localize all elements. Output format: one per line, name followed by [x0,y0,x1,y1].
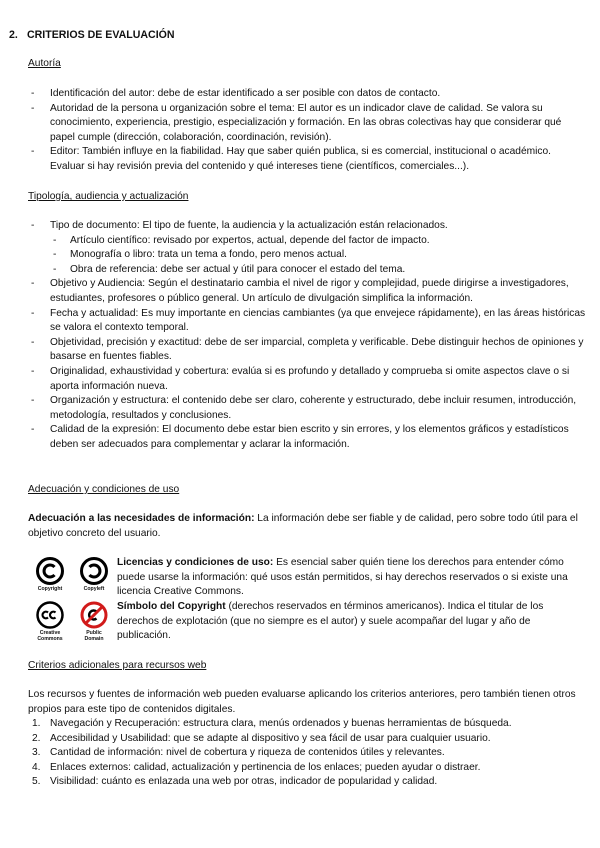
license-icons [30,556,114,644]
section-heading [9,28,175,43]
licencias-text: Es esencial saber quién tiene los derechos para entender cómo puede usarse la información: qué usos están permitidos, si hay derechos reservados o si existe una licencia Creative Commons. [117,557,568,598]
copyright-caption: Copyright [37,586,63,592]
list-item: - Objetivo y Audiencia: Según el destinatario cambia el nivel de rigor y complejidad, puede dirigirse a investigadores, estudiantes, profesores o público general. Un artículo de divulgación simplifica la información. [28,277,588,306]
sublist-item: - Obra de referencia: debe ser actual y útil para conocer el estado del tema. [50,263,588,278]
adecuacion-text: La información debe ser fiable y de calidad, pero sobre todo útil para el objetivo concreto del usuario. [28,513,578,539]
list-item: - Fecha y actualidad: Es muy importante en ciencias cambiantes (ya que envejece rápidamente), en las áreas históricas se valora el contexto temporal. [28,307,588,336]
tipo-documento-text: Tipo de documento: El tipo de fuente, la audiencia y la actualización están relacionados. [50,220,448,231]
list-item: 1. Navegación y Recuperación: estructura clara, menús ordenados y buenas herramientas de búsqueda. [32,718,512,729]
licencias-label: Licencias y condiciones de uso: [117,557,274,568]
section-number: 2. [9,29,18,41]
list-item [28,219,588,277]
list-item: - Editor: También influye en la fiabilidad. Hay que saber quién publica, si es comercial, institucional o académico. Evaluar si hay revisión previa del contenido y qué intereses tiene (científicos, comerciales...). [28,145,588,174]
copyright-paragraph [117,600,587,644]
autoria-title: Autoría [28,58,61,69]
copyright-text: (derechos reservados en términos americanos). Indica el titular de los derechos de explotación (que no siempre es el autor) y suele acompañar del lugar y año de publicación. [117,601,544,642]
creative-commons-icon [30,600,70,644]
section-title: CRITERIOS DE EVALUACIÓN [27,29,175,41]
licencias-paragraph [117,556,587,600]
sublist-item: - Monografía o libro: trata un tema a fondo, pero menos actual. [50,248,588,263]
pd-caption-1: Public [86,630,102,636]
tipologia-title: Tipología, audiencia y actualización [28,191,189,202]
adecuacion-paragraph [28,512,584,541]
autoria-list [28,87,588,175]
public-domain-icon [74,600,114,644]
sublist-item: - Artículo científico: revisado por expertos, actual, depende del factor de impacto. [50,234,588,249]
list-item: 3. Cantidad de información: nivel de cobertura y riqueza de contenidos útiles y relevantes. [32,747,445,759]
tipologia-list [28,219,588,453]
list-item: - Calidad de la expresión: El documento debe estar bien escrito y sin errores, y los elementos gráficos y estadísticos deben ser adecuados para complementar y aclarar la información. [28,423,588,452]
cc-caption-1: Creative [39,630,61,636]
web-title: Criterios adicionales para recursos web [28,660,207,671]
copyleft-caption: Copyleft [83,586,105,592]
list-item: 2. Accesibilidad y Usabilidad: que se adapte al dispositivo y sea fácil de usar para cualquier usuario. [32,732,491,744]
list-item: - Autoridad de la persona u organización sobre el tema: El autor es un indicador clave de calidad. Se valora su conocimiento, experiencia, prestigio, especialización y formación. En las obras colectivas hay que considerar qué papel cumple (dirección, colaboración, coordinación, revisión). [28,102,588,146]
web-list [28,717,588,790]
list-item: 4. Enlaces externos: calidad, actualización y pertinencia de los enlaces; pueden ayudar o distraer. [32,761,481,773]
list-item: 5. Visibilidad: cuánto es enlazada una web por otras, indicador de popularidad y calidad. [32,776,438,788]
tipo-sublist [50,234,588,278]
list-item: - Organización y estructura: el contenido debe ser claro, coherente y estructurado, debe incluir resumen, introducción, metodología, resultados y conclusiones. [28,394,588,423]
pd-caption-2: Domain [84,636,104,642]
cc-caption-2: Commons [37,636,63,642]
adecuacion-label: Adecuación a las necesidades de información: [28,513,255,524]
copyleft-icon [74,556,114,600]
adecuacion-title: Adecuación y condiciones de uso [28,484,180,495]
list-item: - Identificación del autor: debe de estar identificado a ser posible con datos de contacto. [28,87,588,102]
list-item: - Objetividad, precisión y exactitud: debe de ser imparcial, completa y verificable. Debe distinguir hechos de opiniones y basarse en fuentes fiables. [28,336,588,365]
copyright-label: Símbolo del Copyright [117,601,226,612]
web-intro: Los recursos y fuentes de información web pueden evaluarse aplicando los criterios anteriores, pero también tienen otros propios para este tipo de contenidos digitales. [28,689,576,715]
list-item: - Originalidad, exhaustividad y cobertura: evalúa si es profundo y detallado y comprueba si omite aspectos clave o si aporta información nueva. [28,365,588,394]
copyright-icon [30,556,70,600]
